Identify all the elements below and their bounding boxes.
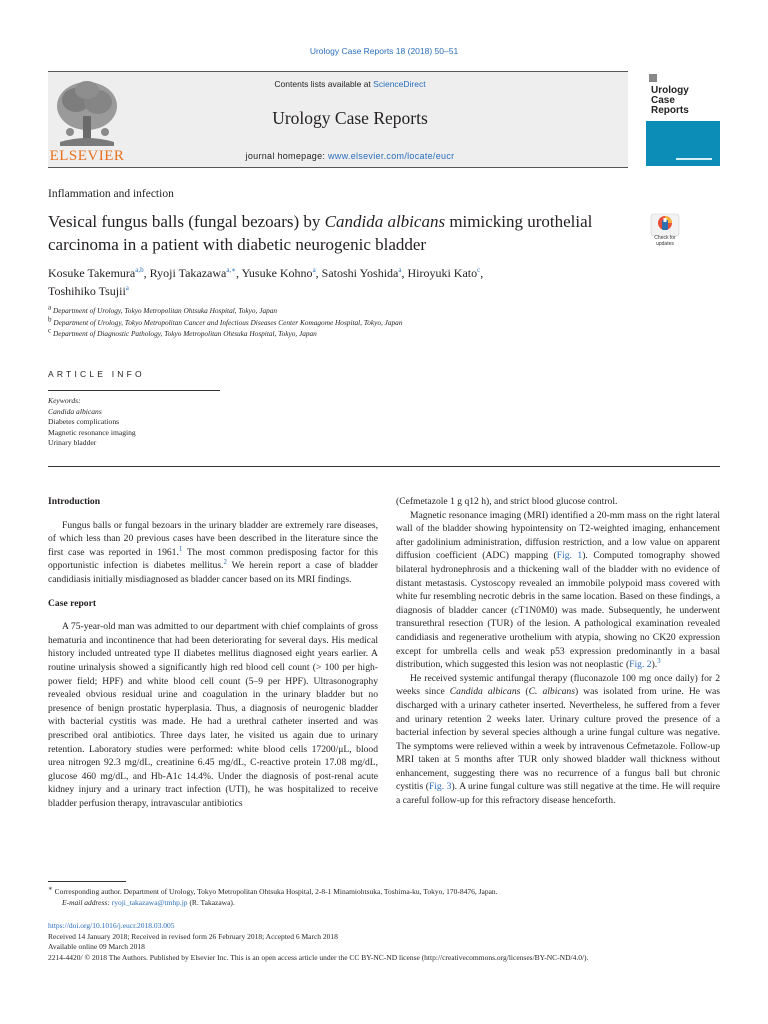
journal-homepage-line [130, 151, 570, 161]
cover-stripe [676, 158, 712, 160]
author-separator: , [315, 266, 322, 280]
article-info-divider [48, 390, 220, 391]
therapy-text-c: ) was isolated from urine. He was discharged with a urinary catheter inserted. Nevertheless, he suffered from a fever and urinary retention 2 weeks later. Urinary culture proved the presence of a bacterial infection by several species although a urine fungal culture was negative. The symptoms were relieved within a week by intravenous Cefmetazole. Follow-up MRI taken at 5 months after TUR only showed bladder wall thickness without enhancement, suggesting there was no recurrence of a fungus ball but chronic cystitis ( [396, 686, 720, 793]
organism-name: Candida albicans [449, 686, 521, 698]
author-name: Toshihiko Tsujii [48, 284, 126, 298]
corresponding-marker: ∗ [48, 884, 53, 893]
affiliation-item [48, 328, 688, 340]
crossmark-line-2: updates [656, 240, 674, 247]
homepage-link[interactable]: www.elsevier.com/locate/eucr [328, 151, 455, 161]
title-part-2: mimicking urothelial carcinoma in a patient with diabetic neurogenic bladder [48, 212, 593, 254]
intro-text-a: Fungus balls or fungal bezoars in the urinary bladder are extremely rare diseases, of which less than 20 previous cases have been described in the literature since the first case was reported in 1961. [48, 519, 378, 558]
case-continued-paragraph: (Cefmetazole 1 g q12 h), and strict blood glucose control. [396, 496, 618, 507]
author-affiliation-link[interactable]: a [312, 266, 316, 274]
body-column-left [48, 495, 378, 810]
mri-text-c: ). [651, 659, 658, 671]
crossmark-line-1: Check for [654, 235, 676, 241]
section-label: Inflammation and infection [48, 188, 174, 200]
therapy-text-a: He received systemic antifungal therapy (fluconazole 100 mg once daily) for 2 weeks since [396, 672, 720, 698]
abstract-divider [48, 466, 720, 467]
introduction-paragraph [48, 519, 378, 587]
author-affiliation-link[interactable]: a,∗ [226, 266, 236, 274]
figure-2-link[interactable]: Fig. 2 [629, 659, 652, 671]
author-name: Yusuke Kohno [241, 266, 313, 280]
author-separator: , [480, 266, 484, 280]
author-separator: , [236, 266, 242, 280]
affiliation-text: Department of Urology, Tokyo Metropolitan Ohtsuka Hospital, Tokyo, Japan [52, 306, 278, 315]
elsevier-wordmark: ELSEVIER [49, 148, 125, 164]
affiliation-list [48, 305, 688, 340]
contents-prefix: Contents lists available at [274, 79, 374, 89]
case-report-paragraph: A 75-year-old man was admitted to our department with chief complaints of gross hematuria and incontinence that had been deteriorating for several days. His medical history included untreated type II diabetes mellitus diagnosed eight years earlier. A routine urinalysis showed a significantly high red blood cell count (> 100 per high-power field; HPF) and white blood cell count (5–9 per HPF). Ultrasonography revealed obvious residual urine and coagulation in the urinary bladder but no presence of benign prostatic hyperplasia. Thus, a diagnosis of neurogenic bladder with bacterial cystitis was made. He had a urethral catheter inserted and was prescribed oral antibiotics. Three days later, he visited us again due to urinary retention. Laboratory studies were performed: white blood cells 17200/μL, blood urea nitrogen 92.3 mg/dL, creatinine 6.45 mg/dL, C-reactive protein 17.08 mg/dL, glucose 460 mg/dL, and Hb-A1c 14.4%. Under the diagnosis of post-renal acute kidney injury and a urinary tract infection (UTI), he was hospitalized to receive bladder perfusion therapy, intravascular antibiotics [48, 621, 378, 809]
publication-info [48, 921, 720, 963]
title-organism: Candida albicans [324, 212, 446, 231]
affiliation-text: Department of Diagnostic Pathology, Tokyo Metropolitan Ohtsuka Hospital, Tokyo, Japan [52, 329, 317, 338]
journal-cover-thumbnail[interactable] [646, 71, 720, 166]
sciencedirect-link[interactable]: ScienceDirect [373, 79, 426, 89]
license-statement: 2214-4420/ © 2018 The Authors. Published by Elsevier Inc. This is an open access article under the CC BY-NC-ND license (http://creativecommons.org/licenses/BY-NC-ND/4.0/). [48, 952, 589, 962]
title-part-1: Vesical fungus balls (fungal bezoars) by [48, 212, 325, 231]
author-separator: , [143, 266, 150, 280]
mri-text-a: Magnetic resonance imaging (MRI) identified a 20-mm mass on the right lateral wall of the bladder showing hypointensity on T2-weighted imaging, enhancement after gadolinium administration, diffusion restriction, and a low value on apparent diffusion coefficient (ADC) mapping ( [396, 509, 720, 562]
cover-title-line-1: Urology [651, 85, 689, 96]
affiliation-text: Department of Urology, Tokyo Metropolitan Cancer and Infectious Diseases Center Komagome Hospital, Tokyo, Japan [53, 317, 403, 327]
keywords-block [48, 396, 136, 449]
article-title [48, 210, 618, 256]
journal-title: Urology Case Reports [272, 108, 428, 128]
footnote-divider [48, 881, 126, 882]
email-label: E-mail address: [62, 897, 110, 907]
affiliation-marker: c [48, 326, 52, 335]
available-online-date: Available online 09 March 2018 [48, 942, 145, 951]
keywords-title: Keywords: [48, 396, 81, 405]
figure-1-link[interactable]: Fig. 1 [556, 550, 583, 562]
mri-paragraph [396, 509, 720, 672]
homepage-prefix: journal homepage: [245, 151, 328, 161]
therapy-paragraph [396, 672, 720, 808]
cover-title [651, 86, 689, 116]
author-list [48, 264, 688, 300]
cover-title-line-3: Reports [651, 105, 689, 116]
journal-citation-link[interactable]: Urology Case Reports 18 (2018) 50–51 [309, 46, 459, 56]
figure-3-link[interactable]: Fig. 3 [428, 781, 452, 793]
received-dates: Received 14 January 2018; Received in revised form 26 February 2018; Accepted 6 March 2018 [48, 931, 338, 941]
organism-abbrev: C. albicans [528, 686, 575, 698]
therapy-text-d: ). A urine fungal culture was still negative at the time. He will require a careful follow-up for this refractory disease henceforth. [396, 781, 720, 807]
footnotes [48, 884, 720, 908]
reference-link[interactable]: 3 [657, 656, 661, 665]
author-affiliation-link[interactable]: a [125, 284, 129, 292]
author-separator: , [401, 266, 408, 280]
keyword-item: Magnetic resonance imaging [48, 427, 136, 437]
email-note [48, 898, 720, 909]
keyword-item: Urinary bladder [48, 438, 97, 448]
intro-text-c: We herein report a case of bladder candidiasis initially misdiagnosed as bladder cancer based on its MRI findings. [48, 560, 378, 585]
corresponding-text: Corresponding author. Department of Urology, Tokyo Metropolitan Ohtsuka Hospital, 2-8-1 Minamiohtsuka, Toshima-ku, Tokyo, 170-8476, Japan. [52, 887, 498, 896]
affiliation-marker: b [48, 315, 52, 324]
cover-title-line-2: Case [651, 95, 675, 106]
introduction-heading: Introduction [48, 496, 101, 507]
author-affiliation-link[interactable]: a [398, 266, 402, 274]
affiliation-item [48, 317, 688, 329]
affiliation-marker: a [48, 303, 52, 312]
author-affiliation-link[interactable]: a,b [135, 266, 144, 274]
email-link[interactable]: ryoji_takazawa@tmhp.jp [111, 897, 188, 907]
keyword-item: Diabetes complications [48, 417, 120, 427]
author-name: Ryoji Takazawa [149, 266, 227, 280]
author-name: Satoshi Yoshida [321, 266, 399, 280]
author-name: Hiroyuki Kato [407, 266, 478, 280]
cover-logo-icon [649, 74, 657, 82]
email-suffix: (R. Takazawa). [187, 897, 235, 907]
therapy-text-b: ( [520, 686, 529, 698]
affiliation-item [48, 305, 688, 317]
case-report-heading: Case report [48, 597, 97, 609]
intro-text-b: The most common predisposing factor for this opportunistic infection is diabetes mellitus. [48, 546, 378, 572]
contents-available-line [130, 79, 570, 89]
author-name: Kosuke Takemura [48, 266, 136, 280]
reference-link[interactable]: 2 [223, 558, 227, 567]
article-info-heading: ARTICLE INFO [48, 369, 145, 379]
mri-text-b: ). Computed tomography showed bilateral hydronephrosis and a thickening wall of the bladder with no evidence of distant metastasis. Cystoscopy revealed an immobile polypoid mass covered with white fur resembling necrotic debris in the same location. Based on these findings, a diagnosis of bladder cancer (cT1N0M0) was made. Subsequently, he underwent transurethral resection (TUR) of the lesion. A pathological examination revealed candidiasis and regenerative urothelium with atypia, showing no CK20 expression except for umbrella cells and weak p53 expression predominantly in a basal distribution, which suggested this lesion was not neoplastic ( [396, 550, 720, 671]
crossmark-label [645, 236, 685, 247]
keyword-item: Candida albicans [48, 406, 102, 416]
reference-link[interactable]: 1 [178, 544, 183, 553]
author-affiliation-link[interactable]: c [477, 266, 481, 274]
body-column-right [396, 495, 720, 808]
doi-link[interactable]: https://doi.org/10.1016/j.eucr.2018.03.005 [48, 921, 175, 930]
corresponding-author-note [48, 884, 720, 898]
